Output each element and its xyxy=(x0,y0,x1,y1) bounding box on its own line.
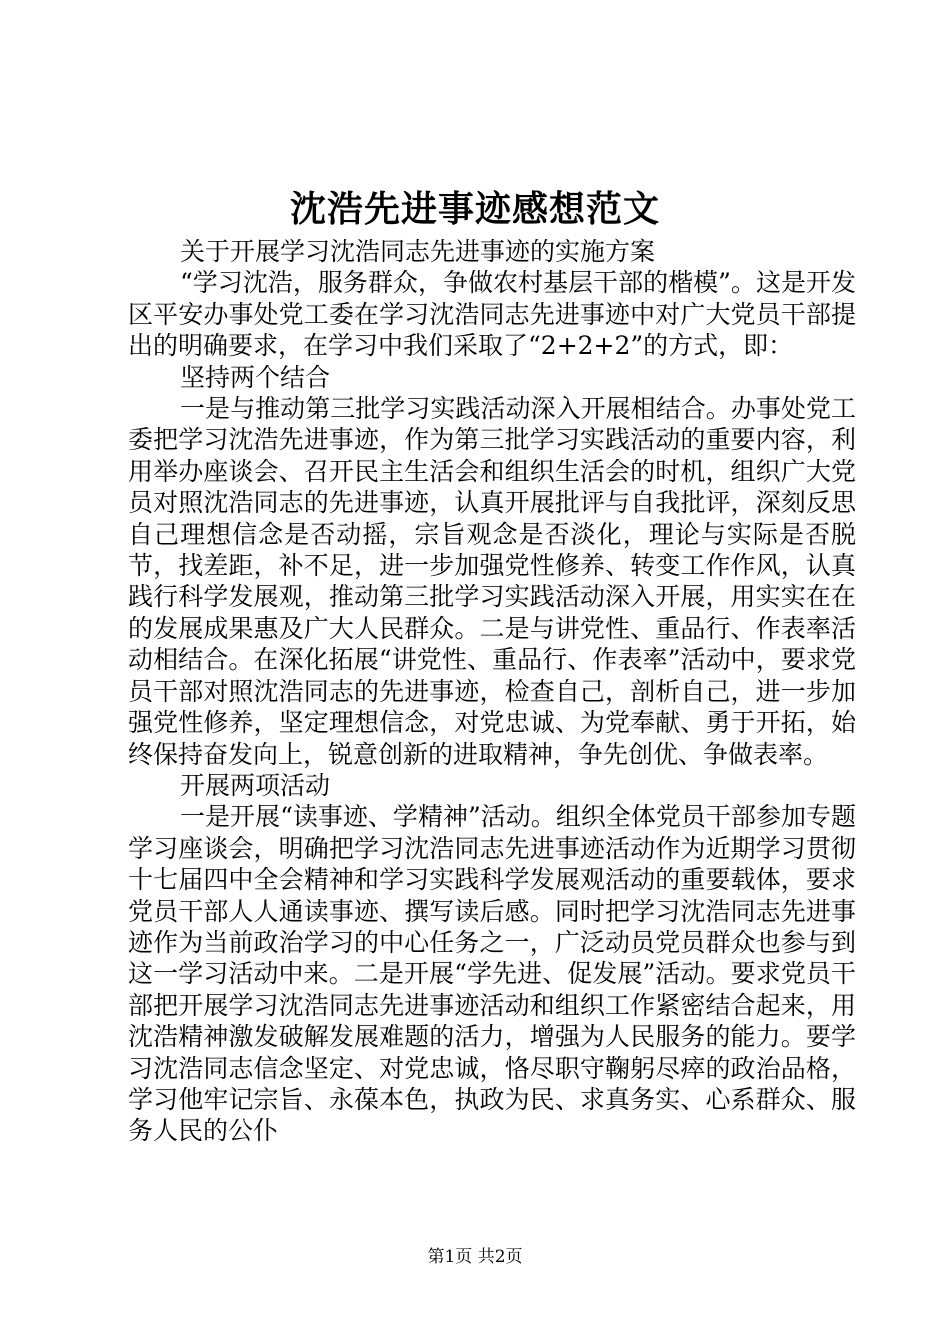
document-body xyxy=(128,236,856,1147)
document-title: 沈浩先进事迹感想范文 xyxy=(289,188,660,230)
paragraph-intro: “学习沈浩，服务群众，争做农村基层干部的楷模”。这是开发区平安办事处党工委在学习沈浩同志先进事迹中对广大党员干部提出的明确要求，在学习中我们采取了“2+2+2”的方式，即： xyxy=(128,268,856,361)
paragraph-heading-two-activities: 开展两项活动 xyxy=(180,770,331,800)
paragraph-plan-title: 关于开展学习沈浩同志先进事迹的实施方案 xyxy=(180,237,656,266)
paragraph-heading-two-combinations: 坚持两个结合 xyxy=(180,362,331,392)
page-number-footer: 第1页 共2页 xyxy=(427,1247,523,1267)
paragraph-combinations-body: 一是与推动第三批学习实践活动深入开展相结合。办事处党工委把学习沈浩先进事迹，作为第三批学习实践活动的重要内容，利用举办座谈会、召开民主生活会和组织生活会的时机，组织广大党员对照沈浩同志的先进事迹，认真开展批评与自我批评，深刻反思自己理想信念是否动摇，宗旨观念是否淡化，理论与实际是否脱节，找差距，补不足，进一步加强党性修养、转变工作作风，认真践行科学发展观，推动第三批学习实践活动深入开展，用实实在在的发展成果惠及广大人民群众。二是与讲党性、重品行、作表率活动相结合。在深化拓展“讲党性、重品行、作表率”活动中，要求党员干部对照沈浩同志的先进事迹，检查自己，剖析自己，进一步加强党性修养，坚定理想信念，对党忠诚、为党奉献、勇于开拓，始终保持奋发向上，锐意创新的进取精神，争先创优、争做表率。 xyxy=(128,394,856,769)
paragraph-activities-body: 一是开展“读事迹、学精神”活动。组织全体党员干部参加专题学习座谈会，明确把学习沈浩同志先进事迹活动作为近期学习贯彻十七届四中全会精神和学习实践科学发展观活动的重要载体，要求党员干部人人通读事迹、撰写读后感。同时把学习沈浩同志先进事迹作为当前政治学习的中心任务之一，广泛动员党员群众也参与到这一学习活动中来。二是开展“学先进、促发展”活动。要求党员干部把开展学习沈浩同志先进事迹活动和组织工作紧密结合起来，用沈浩精神激发破解发展难题的活力，增强为人民服务的能力。要学习沈浩同志信念坚定、对党忠诚，恪尽职守鞠躬尽瘁的政治品格，学习他牢记宗旨、永葆本色，执政为民、求真务实、心系群众、服务人民的公仆 xyxy=(128,802,856,1146)
